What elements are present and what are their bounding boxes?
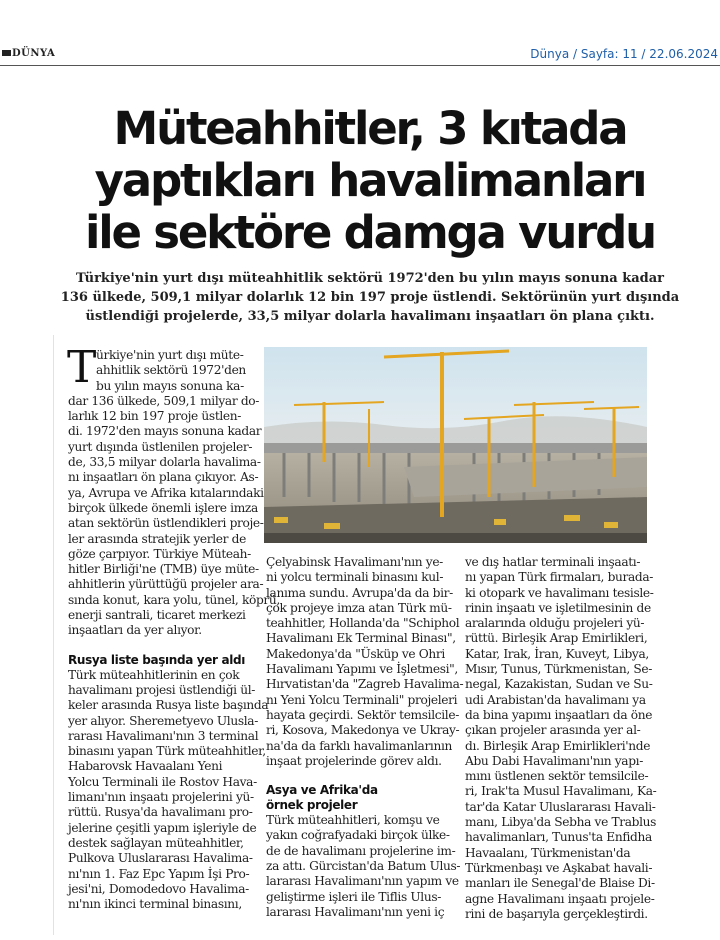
text-line: havalimanı projesi üstlendiği ül- [68, 682, 256, 697]
text-line: enerji santrali, ticaret merkezi [68, 608, 246, 623]
text-line: binasını yapan Türk müteahhitler, [68, 744, 266, 759]
text-line: çıkan projeler arasında yer al- [465, 723, 641, 738]
text-line: Türk müteahhitlerinin en çok [68, 667, 240, 682]
headline-line: yaptıkları havalimanları [94, 154, 646, 207]
text-line: lararası Havalimanı'nın yeni iç [266, 904, 445, 919]
text-line: Yolcu Terminali ile Rostov Hava- [68, 774, 257, 789]
text-line: limanı'nın inşaatı projelerini yü- [68, 790, 254, 805]
newspaper-logo [2, 48, 55, 59]
text-line: lanıma sundu. Avrupa'da da bir- [266, 585, 453, 600]
drop-cap: T [67, 342, 96, 393]
text-line: manları ile Senegal'de Blaise Di- [465, 876, 655, 891]
text-line: çok projeye imza atan Türk mü- [266, 600, 452, 615]
intro-paragraph [67, 342, 280, 639]
text-line: ki otopark ve havalimanı tesisle- [465, 585, 654, 600]
text-line: inşaat projelerinde görev aldı. [266, 753, 442, 768]
spot-line: 136 ülkede, 509,1 milyar dolarlık 12 bin 197 proje üstlendi. Sektörünün yurt dışında [60, 290, 680, 305]
subhead-line: örnek projeler [266, 798, 358, 813]
text-line: geliştirme işleri ile Tiflis Ulus- [266, 889, 442, 904]
subhead-asia-africa [266, 783, 456, 813]
text-line: manı, Libya'da Sebha ve Trablus [465, 815, 657, 830]
article-column-2 [266, 555, 464, 920]
text-line: atan sektörün üstlendikleri proje- [68, 516, 264, 531]
headline [60, 103, 680, 259]
text-line: nı'nın ikinci terminal binasını, [68, 897, 242, 912]
text-line: Türkmenbaşı ve Aşkabat havali- [465, 860, 653, 875]
text-line: de, 33,5 milyar dolarla havalima- [68, 455, 261, 470]
text-line: negal, Kazakistan, Sudan ve Su- [465, 677, 653, 692]
text-line: havalimanları, Tunus'ta Enfidha [465, 830, 652, 845]
text-line: ve dış hatlar terminali inşaatı- [465, 555, 641, 569]
logo-text: DÜNYA [12, 48, 56, 59]
text-line: birçok ülkede önemli işlere imza [68, 500, 258, 515]
text-line: Pulkova Uluslararası Havalima- [68, 851, 253, 866]
text-line: yakın coğrafyadaki birçok ülke- [266, 828, 450, 843]
col1-body [68, 667, 269, 913]
text-line: ri, Irak'ta Musul Havalimanı, Ka- [465, 784, 657, 799]
text-line: larlık 12 bin 197 proje üstlen- [68, 409, 242, 424]
text-line: na'da da farklı havalimanlarının [266, 738, 453, 753]
text-line: ürkiye'nin yurt dışı müte- [96, 348, 244, 362]
text-line: Havalimanı Ek Terminal Binası", [266, 631, 456, 646]
text-line: Havalimanı Yapımı ve İşletmesi", [266, 662, 458, 677]
text-line: jelerine çeşitli yapım işleriyle de [68, 820, 257, 835]
text-line: rinin inşaatı ve işletilmesinin de [465, 600, 651, 615]
text-line: jesi'ni, Domodedovo Havalima- [68, 881, 249, 896]
text-line: di. 1972'den mayıs sonuna kadar [68, 424, 262, 439]
text-line: de de havalimanı projelerine im- [266, 843, 456, 858]
text-line: ahhitlerin yürüttüğü projeler ara- [68, 577, 264, 592]
source-reference: Dünya / Sayfa: 11 / 22.06.2024 [530, 47, 718, 61]
text-line: keler arasında Rusya liste başında [68, 698, 269, 713]
text-line: teahhitler, Hollanda'da "Schiphol [266, 616, 460, 631]
text-line: ahhitlik sektörü 1972'den [96, 363, 246, 378]
text-line: ler arasında stratejik yerler de [68, 531, 246, 546]
text-line: Katar, Irak, İran, Kuveyt, Libya, [465, 646, 649, 661]
column-rule [53, 335, 54, 935]
airport-construction-photo [264, 347, 647, 543]
subhead-russia: Rusya liste başında yer aldı [68, 652, 245, 667]
col2-body [266, 813, 461, 920]
text-line: udi Arabistan'da havalimanı ya [465, 692, 646, 707]
text-line: nı'nın 1. Faz Epc Yapım İşi Pro- [68, 866, 250, 881]
text-line: nı Yeni Yolcu Terminali" projeleri [266, 692, 458, 707]
text-line: yer alıyor. Sheremetyevo Ulusla- [68, 713, 258, 728]
text-line: agne Havalimanı inşaatı projele- [465, 891, 655, 906]
text-line: Habarovsk Havaalanı Yeni [68, 759, 223, 774]
text-line: rini de başarıyla gerçekleştirdi. [465, 906, 648, 921]
text-line: aralarında olduğu projeleri yü- [465, 616, 645, 631]
text-line: Abu Dabi Havalimanı'nın yapı- [465, 753, 643, 768]
text-line: Çelyabinsk Havalimanı'nın ye- [266, 555, 443, 569]
text-line: nı inşaatları ön plana çıkıyor. As- [68, 470, 259, 485]
text-line: Havaalanı, Türkmenistan'da [465, 845, 631, 860]
text-line: rüttü. Birleşik Arap Emirlikleri, [465, 631, 648, 646]
text-line: ri, Kosova, Makedonya ve Ukray- [266, 723, 460, 738]
text-line: Türk müteahhitleri, komşu ve [266, 813, 440, 828]
text-line: ya, Avrupa ve Afrika kıtalarındaki [68, 485, 264, 500]
text-line: za attı. Gürcistan'da Batum Ulus- [266, 859, 461, 874]
headline-line: Müteahhitler, 3 kıtada [113, 102, 627, 155]
text-line: yurt dışında üstlenilen projeler- [68, 439, 253, 454]
text-line: Hırvatistan'da "Zagreb Havalima- [266, 677, 464, 692]
col3-lines [465, 555, 655, 922]
text-line: sında konut, kara yolu, tünel, köprü, [68, 592, 280, 607]
page-header [0, 0, 720, 70]
subhead-line: Asya ve Afrika'da [266, 783, 378, 798]
logo-mark-icon [2, 50, 11, 56]
text-line: Mısır, Tunus, Türkmenistan, Se- [465, 662, 652, 677]
spot-line: üstlendiği projelerde, 33,5 milyar dolarla havalimanı inşaatları ön plana çıktı. [85, 309, 655, 324]
spot-text [60, 269, 680, 326]
text-line: inşaatları da yer alıyor. [68, 623, 202, 638]
text-line: tar'da Katar Uluslararası Havali- [465, 799, 656, 814]
text-line: rarası Havalimanı'nın 3 terminal [68, 728, 259, 743]
col2-top [266, 555, 464, 769]
text-line: lararası Havalimanı'nın yapım ve [266, 874, 459, 889]
text-line: da bina yapımı inşaatları da öne [465, 707, 653, 722]
text-line: bu yılın mayıs sonuna ka- [96, 378, 244, 393]
text-line: hayata geçirdi. Sektör temsilcile- [266, 707, 459, 722]
article-column-1 [67, 342, 280, 912]
text-line: rüttü. Rusya'da havalimanı pro- [68, 805, 253, 820]
intro-lines [67, 342, 280, 639]
text-line: Makedonya'da "Üsküp ve Ohri [266, 646, 445, 661]
text-line: dı. Birleşik Arap Emirlikleri'nde [465, 738, 651, 753]
text-line: ni yolcu terminali binasını kul- [266, 570, 444, 585]
header-rule [0, 65, 720, 66]
text-line: destek sağlayan müteahhitler, [68, 835, 244, 850]
text-line: hitler Birliği'ne (TMB) üye müte- [68, 562, 259, 577]
article-column-3 [465, 555, 655, 922]
text-line: dar 136 ülkede, 509,1 milyar do- [68, 393, 260, 408]
headline-line: ile sektöre damga vurdu [85, 206, 655, 259]
spot-line: Türkiye'nin yurt dışı müteahhitlik sektörü 1972'den bu yılın mayıs sonuna kadar [75, 271, 665, 286]
text-line: mını üstlenen sektör temsilcile- [465, 769, 649, 784]
text-line: nı yapan Türk firmaları, burada- [465, 570, 654, 585]
text-line: göze çarpıyor. Türkiye Müteah- [68, 546, 251, 561]
